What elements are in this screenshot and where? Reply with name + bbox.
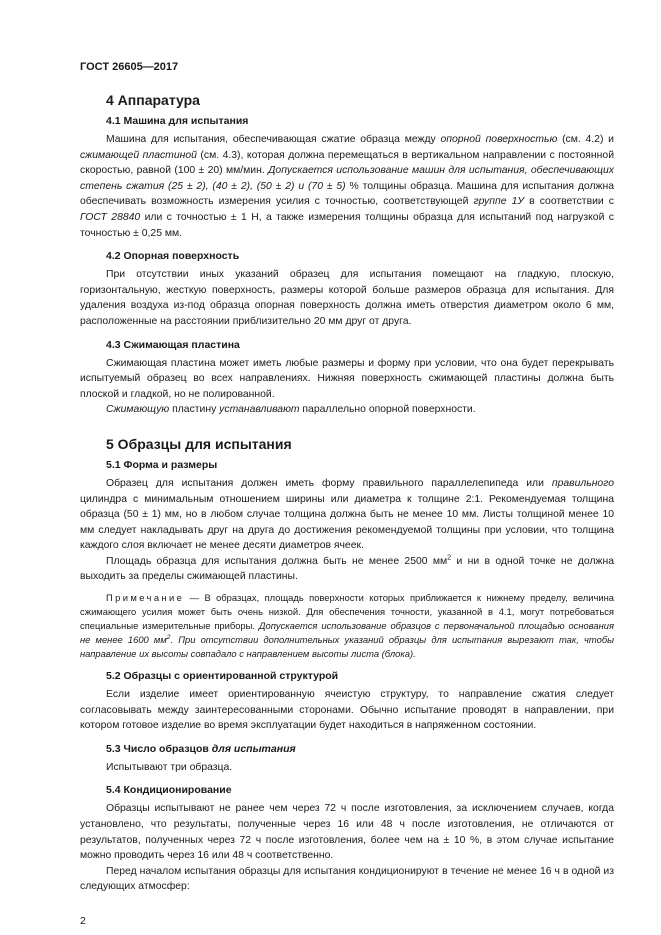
document-page — [80, 61, 614, 928]
text-run: параллельно опорной поверхности. — [299, 404, 476, 416]
section-5-4-heading: 5.4 Кондиционирование — [106, 784, 232, 797]
section-4-3-body — [80, 356, 614, 418]
text-run: в соответствии с — [524, 196, 614, 208]
note-label: Примечание — [106, 592, 185, 604]
italic-text-run: Допускается использование образцов с первоначальной площадью основания не менее 1600 мм — [80, 620, 615, 646]
text-run: пластину — [169, 404, 220, 416]
text-run: Образец для испытания должен иметь форму правильного параллелепипеда или — [106, 477, 552, 489]
text-run: (см. 4.3), которая должна перемещаться в вертикальном направлении с постоянной скоростью, равной (100 ± 20) мм/мин. — [80, 149, 614, 177]
paragraph — [80, 801, 614, 863]
paragraph — [80, 356, 614, 403]
superscript: 2 — [447, 552, 452, 562]
text-run: Перед началом испытания образцы для испытания кондиционируют в течение не менее 16 ч в одной из следующих атмосфер: — [80, 865, 614, 893]
text-run: — В образцах, площадь поверхности которых приближается к нижнему пределу, величина сжимающего усилия может быть очень низкой. Для обеспечения точности, указанной в 4.1, могут потребоваться специальные измерительные приборы. — [80, 592, 614, 632]
document-header: ГОСТ 26605—2017 — [80, 61, 179, 73]
italic-text-run: группе 1У — [473, 196, 524, 208]
italic-text-run: Допускается использование машин для испытания, обеспечивающих степень сжатия (25 ± 2), (40 ± 2), (50 ± 2) и (70 ± 5) — [80, 165, 615, 192]
paragraph — [80, 476, 614, 554]
heading-text: 5.3 Число образцов — [106, 742, 212, 755]
italic-text-run: . При отсутствии дополнительных указаний образцы для испытания вырезают так, чтобы направление их высоты совпадало с направлением высоты листа (блока). — [80, 634, 615, 660]
section-4-3-heading: 4.3 Сжимающая пластина — [106, 338, 240, 351]
italic-text-run: Сжимающую — [106, 404, 170, 416]
section-4-1-heading: 4.1 Машина для испытания — [106, 115, 249, 127]
paragraph — [80, 132, 614, 241]
text-run: Образцы испытывают не ранее чем через 72 ч после изготовления, за исключением случаев, когда установлено, что результаты, полученные через 16 или 48 ч после изготовления, не отличаются от результатов, полученных через 72 ч после изготовления, более чем на ± 10 %, в этом случае испытание можно проводить через 16 или 48 ч соответственно. — [80, 803, 614, 862]
section-4-heading: 4 Аппаратура — [106, 92, 200, 108]
heading-italic-text: для испытания — [211, 742, 296, 755]
text-run: цилиндра с минимальным отношением ширины или диаметра к толщине 2:1. Рекомендуемая толщина образца (50 ± 1) мм, но в любом случае толщина должна быть не менее 10 мм. Листы толщиной менее 10 мм следует накладывать друг на друга до достижения рекомендуемой толщины при условии, что толщина каждого слоя включает не менее десяти диаметров ячеек. — [80, 493, 614, 552]
paragraph — [80, 554, 614, 585]
paragraph — [80, 267, 614, 329]
paragraph — [80, 864, 614, 895]
section-5-1-heading: 5.1 Форма и размеры — [106, 458, 218, 471]
page-number: 2 — [80, 915, 86, 927]
paragraph — [80, 402, 614, 418]
text-run: Площадь образца для испытания должна быть не менее 2500 мм — [106, 555, 448, 567]
text-run: % толщины образца. Машина для испытания должна обеспечивать возможность измерения усилия с точностью, соответствующей — [80, 180, 615, 208]
text-run: Сжимающая пластина может иметь любые размеры и форму при условии, что она будет перекрывать испытуемый образец во всех направлениях. Нижняя поверхность сжимающей пластины должна быть плоской и гладкой, но не полированной. — [80, 357, 614, 400]
italic-text-run: ГОСТ 28840 — [80, 211, 141, 223]
section-5-3-body — [80, 760, 614, 776]
section-5-3-heading — [80, 742, 614, 756]
text-run: (см. 4.2) и — [557, 134, 614, 145]
section-4-1-body — [80, 132, 614, 241]
text-run: Если изделие имеет ориентированную ячеистую структуру, то направление сжатия следует согласовывать между заинтересованными сторонами. Обычно испытание проводят в направлении, при котором готовое изделие во время эксплуатации будет находиться в напряженном состоянии. — [80, 689, 614, 732]
italic-text-run: опорной поверхностью — [440, 134, 558, 145]
italic-text-run: сжимающей пластиной — [80, 149, 197, 161]
text-run: Машина для испытания, обеспечивающая сжатие образца между — [106, 134, 441, 145]
text-run: Испытывают три образца. — [106, 761, 233, 773]
section-5-heading: 5 Образцы для испытания — [106, 435, 292, 452]
paragraph — [80, 687, 614, 734]
paragraph — [80, 760, 614, 776]
text-run: или с точностью ± 1 Н, а также измерения толщины образца для испытаний под нагрузкой с точностью ± 0,25 мм. — [80, 211, 614, 239]
section-5-2-body — [80, 687, 614, 734]
section-4-2-body — [80, 267, 614, 329]
section-5-1-note — [80, 591, 614, 661]
italic-text-run: устанавливают — [219, 404, 300, 416]
superscript: 2 — [166, 633, 171, 641]
note-paragraph — [80, 591, 614, 661]
section-4-2-heading: 4.2 Опорная поверхность — [106, 250, 240, 263]
section-5-2-heading: 5.2 Образцы с ориентированной структурой — [106, 670, 339, 683]
text-run: При отсутствии иных указаний образец для испытания помещают на гладкую, плоскую, горизонтальную, жесткую поверхность, размеры которой больше размеров образца для испытания. Для удаления воздуха из-под образца опорная поверхность должна иметь отверстия диаметром около 6 мм, расположенные на расстоянии приблизительно 20 мм друг от друга. — [80, 269, 614, 327]
section-5-4-body — [80, 801, 614, 895]
italic-text-run: правильного — [551, 477, 614, 489]
section-5-1-body — [80, 476, 614, 585]
text-run: и ни в одной точке не должна выходить за пределы сжимающей пластины. — [80, 555, 615, 583]
